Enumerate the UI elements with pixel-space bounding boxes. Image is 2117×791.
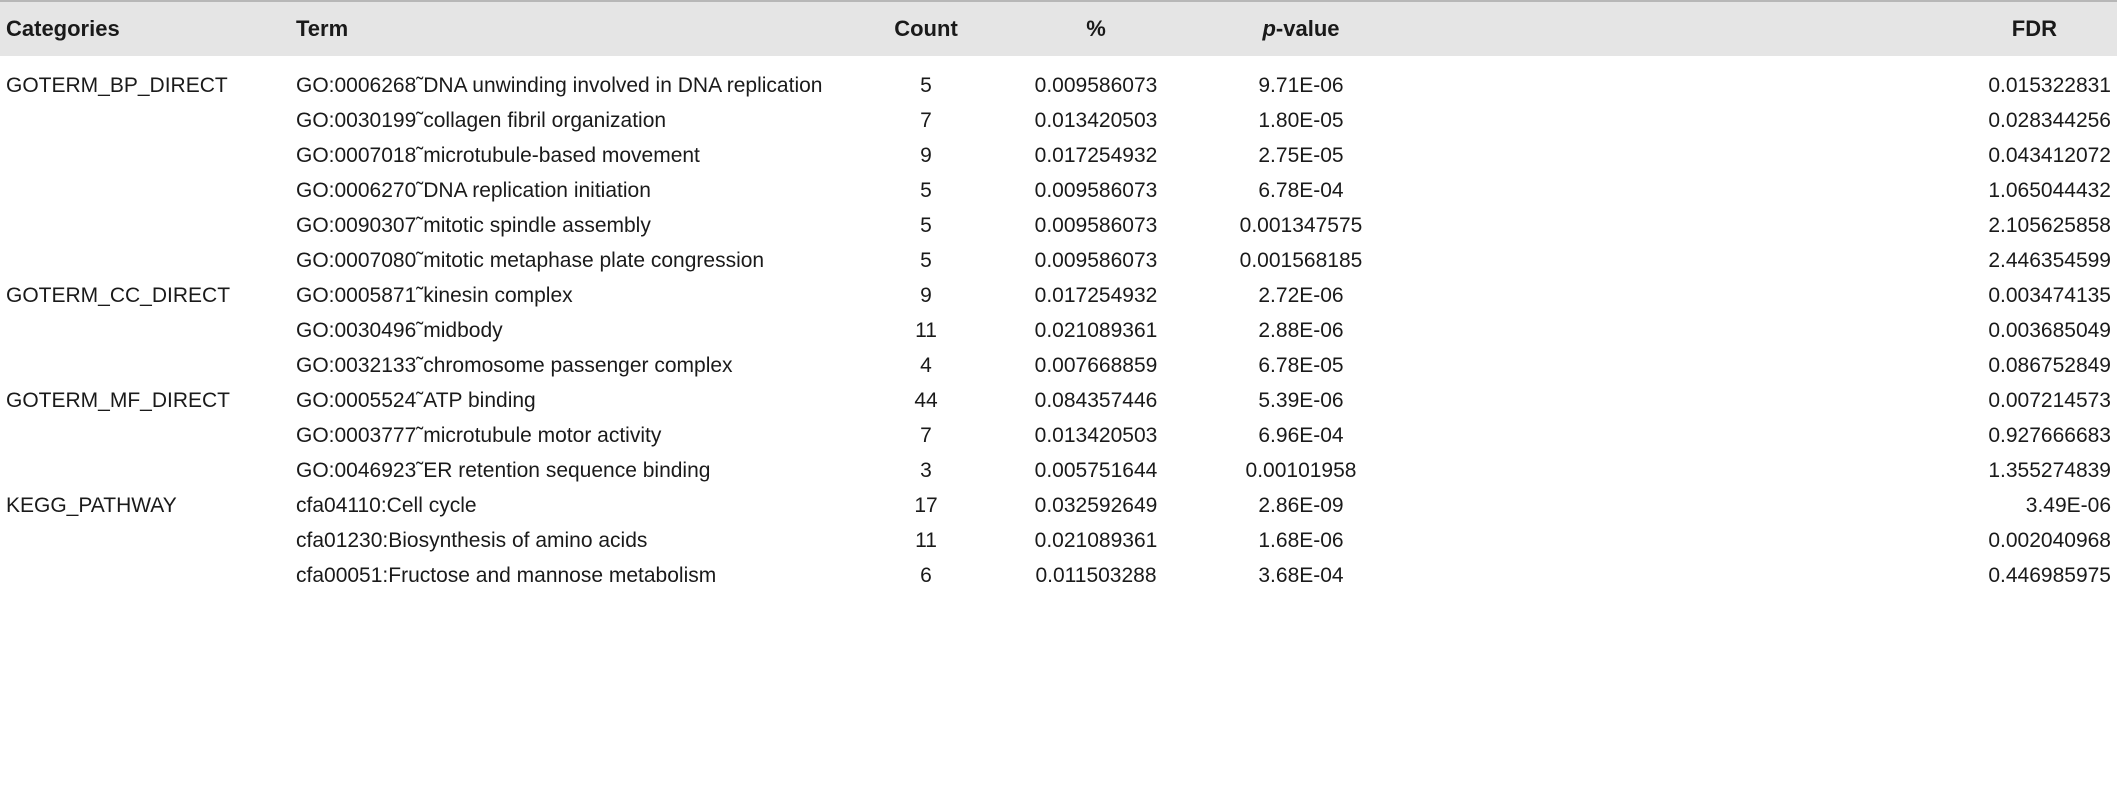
cell-term: GO:0003777˜microtubule motor activity (296, 423, 662, 447)
cell-category (0, 313, 296, 348)
cell-count: 5 (920, 178, 932, 202)
cell-category (0, 243, 296, 278)
cell-category (0, 103, 296, 138)
cell-category (0, 523, 296, 558)
cell-percent: 0.032592649 (1034, 493, 1158, 517)
cell-pvalue: 0.00101958 (1245, 458, 1357, 482)
cell-fdr: 1.355274839 (1988, 458, 2111, 482)
cell-count: 9 (920, 143, 932, 167)
cell-percent: 0.084357446 (1034, 388, 1158, 412)
cell-percent: 0.011503288 (1035, 563, 1157, 587)
table-row (0, 103, 2117, 138)
cell-count: 5 (920, 213, 932, 237)
table-row (0, 138, 2117, 173)
header-pvalue-rest: -value (1275, 16, 1340, 41)
table-row (0, 418, 2117, 453)
table-row (0, 488, 2117, 523)
cell-pvalue: 2.72E-06 (1258, 283, 1344, 307)
cell-category (0, 138, 296, 173)
cell-category (0, 453, 296, 488)
cell-term: GO:0006268˜DNA unwinding involved in DNA replication (296, 73, 823, 97)
cell-percent: 0.021089361 (1034, 528, 1158, 552)
cell-category (0, 208, 296, 243)
cell-percent: 0.007668859 (1034, 353, 1158, 377)
header-categories: Categories (0, 1, 296, 56)
table-row (0, 558, 2117, 593)
cell-term: GO:0007018˜microtubule-based movement (296, 143, 700, 167)
table-row (0, 313, 2117, 348)
cell-count: 44 (914, 388, 938, 412)
cell-fdr: 0.086752849 (1988, 353, 2111, 377)
cell-fdr: 0.028344256 (1988, 108, 2111, 132)
cell-fdr: 0.015322831 (1988, 73, 2111, 97)
cell-fdr: 2.105625858 (1988, 213, 2111, 237)
cell-term: GO:0007080˜mitotic metaphase plate congression (296, 248, 765, 272)
header-pvalue-italic: p (1262, 16, 1276, 41)
cell-percent: 0.009586073 (1034, 248, 1158, 272)
table-row (0, 208, 2117, 243)
table-row (0, 173, 2117, 208)
cell-count: 11 (915, 528, 937, 552)
cell-pvalue: 5.39E-06 (1258, 388, 1344, 412)
cell-percent: 0.013420503 (1034, 108, 1158, 132)
cell-percent: 0.009586073 (1034, 178, 1158, 202)
cell-count: 5 (920, 248, 932, 272)
cell-term: GO:0030199˜collagen fibril organization (296, 108, 667, 132)
cell-category: GOTERM_MF_DIRECT (6, 388, 231, 412)
header-fdr-label: FDR (2011, 16, 2057, 41)
cell-count: 4 (920, 353, 932, 377)
cell-fdr: 0.002040968 (1988, 528, 2111, 552)
cell-pvalue: 2.86E-09 (1258, 493, 1344, 517)
cell-count: 11 (915, 318, 937, 342)
cell-fdr: 0.043412072 (1988, 143, 2111, 167)
cell-percent: 0.009586073 (1034, 73, 1158, 97)
cell-pvalue: 2.75E-05 (1258, 143, 1344, 167)
cell-count: 7 (920, 108, 932, 132)
table-row (0, 56, 2117, 103)
cell-term: cfa01230:Biosynthesis of amino acids (296, 528, 648, 552)
cell-fdr: 0.003474135 (1988, 283, 2111, 307)
cell-count: 9 (920, 283, 932, 307)
cell-percent: 0.013420503 (1034, 423, 1158, 447)
cell-pvalue: 6.78E-05 (1258, 353, 1344, 377)
cell-pvalue: 6.96E-04 (1258, 423, 1344, 447)
table-row (0, 348, 2117, 383)
cell-term: GO:0006270˜DNA replication initiation (296, 178, 651, 202)
table-row (0, 383, 2117, 418)
cell-category (0, 558, 296, 593)
cell-term: GO:0005871˜kinesin complex (296, 283, 573, 307)
cell-pvalue: 0.001568185 (1239, 248, 1363, 272)
cell-term: cfa04110:Cell cycle (296, 493, 477, 517)
header-percent: % (996, 1, 1196, 56)
table-body (0, 56, 2117, 593)
cell-count: 5 (920, 73, 932, 97)
cell-category: GOTERM_BP_DIRECT (6, 73, 228, 97)
cell-fdr: 0.446985975 (1988, 563, 2111, 587)
cell-term: GO:0090307˜mitotic spindle assembly (296, 213, 651, 237)
cell-count: 17 (914, 493, 938, 517)
cell-category: KEGG_PATHWAY (6, 493, 177, 517)
table-row (0, 243, 2117, 278)
header-fdr (1406, 1, 2117, 56)
cell-percent: 0.009586073 (1034, 213, 1158, 237)
cell-count: 6 (920, 563, 932, 587)
cell-pvalue: 0.001347575 (1239, 213, 1363, 237)
header-term: Term (296, 1, 856, 56)
cell-fdr: 1.065044432 (1988, 178, 2111, 202)
cell-percent: 0.021089361 (1034, 318, 1158, 342)
cell-term: GO:0032133˜chromosome passenger complex (296, 353, 733, 377)
cell-fdr: 0.927666683 (1988, 423, 2111, 447)
header-row (0, 1, 2117, 56)
cell-pvalue: 9.71E-06 (1258, 73, 1344, 97)
header-count: Count (856, 1, 996, 56)
cell-pvalue: 6.78E-04 (1258, 178, 1344, 202)
cell-fdr: 0.003685049 (1988, 318, 2111, 342)
cell-category (0, 173, 296, 208)
table-header (0, 1, 2117, 56)
cell-pvalue: 1.80E-05 (1258, 108, 1344, 132)
cell-count: 3 (920, 458, 932, 482)
cell-term: cfa00051:Fructose and mannose metabolism (296, 563, 717, 587)
cell-pvalue: 1.68E-06 (1258, 528, 1344, 552)
cell-count: 7 (920, 423, 932, 447)
cell-category: GOTERM_CC_DIRECT (6, 283, 231, 307)
cell-fdr: 2.446354599 (1988, 248, 2111, 272)
cell-percent: 0.017254932 (1034, 143, 1158, 167)
table-row (0, 278, 2117, 313)
cell-term: GO:0030496˜midbody (296, 318, 503, 342)
header-pvalue (1196, 1, 1406, 56)
cell-fdr: 0.007214573 (1988, 388, 2111, 412)
cell-pvalue: 2.88E-06 (1258, 318, 1344, 342)
cell-pvalue: 3.68E-04 (1258, 563, 1344, 587)
cell-term: GO:0005524˜ATP binding (296, 388, 536, 412)
cell-percent: 0.005751644 (1034, 458, 1158, 482)
table-row (0, 453, 2117, 488)
table-row (0, 523, 2117, 558)
cell-category (0, 348, 296, 383)
cell-fdr: 3.49E-06 (2025, 493, 2111, 517)
cell-term: GO:0046923˜ER retention sequence binding (296, 458, 711, 482)
cell-category (0, 418, 296, 453)
cell-percent: 0.017254932 (1034, 283, 1158, 307)
